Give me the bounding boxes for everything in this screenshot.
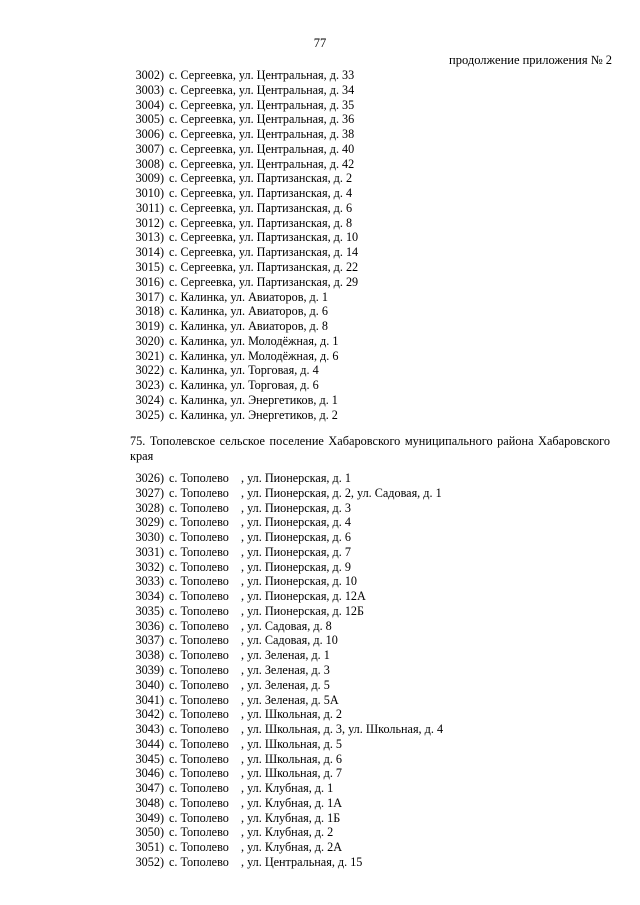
- item-village: с. Тополево: [169, 648, 229, 663]
- item-street: , ул. Пионерская, д. 1: [241, 471, 351, 485]
- item-number: 3028): [135, 500, 164, 515]
- item-number: 3017): [135, 289, 164, 304]
- list-item: [0, 678, 640, 693]
- list-item: [0, 855, 640, 870]
- list-item: [0, 501, 640, 516]
- item-number: 3034): [135, 589, 164, 604]
- item-number: 3042): [135, 707, 164, 722]
- item-number: 3008): [135, 156, 164, 171]
- item-number: 3009): [135, 171, 164, 186]
- item-street: , ул. Зеленая, д. 5А: [241, 692, 339, 707]
- item-street: , ул. Пионерская, д. 12А: [241, 589, 366, 604]
- list-item: [0, 545, 640, 560]
- list-item: [0, 633, 640, 648]
- item-street: , ул. Школьная, д. 5: [241, 736, 343, 751]
- item-street: , ул. Школьная, д. 2: [241, 707, 343, 722]
- list-item: [0, 290, 640, 305]
- appendix-note: продолжение приложения № 2: [449, 53, 612, 67]
- item-number: 3043): [135, 722, 164, 737]
- item-village: с. Тополево: [169, 707, 229, 722]
- list-item: [0, 142, 640, 157]
- list-item: [0, 186, 640, 201]
- item-street: , ул. Школьная, д. 3, ул. Школьная, д. 4: [241, 722, 444, 737]
- list-item: [0, 245, 640, 260]
- item-street: , ул. Центральная, д. 15: [241, 855, 363, 870]
- list-item: [0, 363, 640, 378]
- item-street: , ул. Клубная, д. 1Б: [241, 810, 341, 825]
- item-number: 3026): [135, 471, 164, 485]
- item-number: 3046): [135, 766, 164, 781]
- list-item: [0, 98, 640, 113]
- list-item: [0, 171, 640, 186]
- item-village: с. Тополево: [169, 559, 229, 574]
- item-village: с. Тополево: [169, 633, 229, 648]
- item-number: 3014): [135, 245, 164, 260]
- list-item: [0, 127, 640, 142]
- item-address: с. Калинка, ул. Торговая, д. 4: [169, 363, 319, 378]
- list-item: [0, 334, 640, 349]
- item-number: 3012): [135, 215, 164, 230]
- item-street: , ул. Пионерская, д. 3: [241, 500, 351, 515]
- item-address: с. Сергеевка, ул. Центральная, д. 34: [169, 82, 355, 97]
- item-number: 3013): [135, 230, 164, 245]
- item-number: 3015): [135, 260, 164, 274]
- item-number: 3049): [135, 810, 164, 825]
- item-village: с. Тополево: [169, 766, 229, 781]
- item-number: 3029): [135, 515, 164, 530]
- list-item: [0, 707, 640, 722]
- item-address: с. Сергеевка, ул. Партизанская, д. 8: [169, 215, 353, 230]
- item-village: с. Тополево: [169, 781, 229, 796]
- item-number: 3044): [135, 736, 164, 751]
- item-number: 3048): [135, 795, 164, 810]
- list-item: [0, 471, 640, 486]
- list-item: [0, 604, 640, 619]
- list-item: [0, 811, 640, 826]
- item-number: 3002): [135, 68, 164, 82]
- item-address: с. Сергеевка, ул. Партизанская, д. 22: [169, 260, 359, 274]
- list-item: [0, 796, 640, 811]
- item-village: с. Тополево: [169, 589, 229, 604]
- item-street: , ул. Зеленая, д. 1: [241, 648, 330, 663]
- item-street: , ул. Пионерская, д. 7: [241, 544, 351, 559]
- item-number: 3041): [135, 692, 164, 707]
- list-item: [0, 68, 640, 83]
- item-village: с. Тополево: [169, 530, 229, 545]
- item-street: , ул. Зеленая, д. 3: [241, 663, 330, 677]
- item-village: с. Тополево: [169, 825, 229, 840]
- item-village: с. Тополево: [169, 544, 229, 559]
- list-item: [0, 737, 640, 752]
- item-street: , ул. Пионерская, д. 12Б: [241, 603, 365, 618]
- item-address: с. Калинка, ул. Торговая, д. 6: [169, 378, 319, 393]
- item-number: 3033): [135, 574, 164, 589]
- item-street: , ул. Клубная, д. 2: [241, 825, 334, 840]
- item-number: 3050): [135, 825, 164, 840]
- list-item: [0, 260, 640, 275]
- list-item: [0, 693, 640, 708]
- item-number: 3027): [135, 485, 164, 500]
- list-item: [0, 230, 640, 245]
- item-number: 3010): [135, 186, 164, 201]
- item-number: 3007): [135, 141, 164, 156]
- item-village: с. Тополево: [169, 722, 229, 737]
- item-street: , ул. Клубная, д. 1: [241, 781, 334, 796]
- item-address: с. Сергеевка, ул. Партизанская, д. 6: [169, 200, 353, 215]
- list-item: [0, 319, 640, 334]
- item-village: с. Тополево: [169, 603, 229, 618]
- list-item: [0, 619, 640, 634]
- list-item: [0, 752, 640, 767]
- item-number: 3051): [135, 840, 164, 855]
- item-number: 3038): [135, 648, 164, 663]
- list-item: [0, 722, 640, 737]
- item-address: с. Сергеевка, ул. Партизанская, д. 2: [169, 171, 353, 186]
- list-item: [0, 825, 640, 840]
- item-number: 3023): [135, 378, 164, 393]
- item-number: 3037): [135, 633, 164, 648]
- item-village: с. Тополево: [169, 855, 229, 870]
- item-address: с. Калинка, ул. Энергетиков, д. 1: [169, 392, 338, 407]
- item-number: 3022): [135, 363, 164, 378]
- list-item: [0, 560, 640, 575]
- item-address: с. Калинка, ул. Авиаторов, д. 1: [169, 289, 328, 304]
- item-number: 3016): [135, 274, 164, 289]
- item-address: с. Сергеевка, ул. Центральная, д. 36: [169, 112, 355, 127]
- list-item: [0, 663, 640, 678]
- page-number: 77: [313, 36, 327, 50]
- list-item: [0, 574, 640, 589]
- item-address: с. Калинка, ул. Молодёжная, д. 1: [169, 333, 339, 348]
- item-village: с. Тополево: [169, 692, 229, 707]
- item-address: с. Калинка, ул. Авиаторов, д. 6: [169, 304, 328, 319]
- item-address: с. Калинка, ул. Авиаторов, д. 8: [169, 319, 328, 334]
- item-address: с. Сергеевка, ул. Партизанская, д. 14: [169, 245, 359, 260]
- list-item: [0, 275, 640, 290]
- list-item: [0, 157, 640, 172]
- item-street: , ул. Клубная, д. 1А: [241, 795, 342, 810]
- item-street: , ул. Пионерская, д. 4: [241, 515, 351, 530]
- item-address: с. Сергеевка, ул. Партизанская, д. 10: [169, 230, 359, 245]
- item-number: 3025): [135, 407, 164, 422]
- item-village: с. Тополево: [169, 618, 229, 633]
- item-number: 3021): [135, 348, 164, 363]
- list-item: [0, 304, 640, 319]
- item-address: с. Сергеевка, ул. Центральная, д. 40: [169, 141, 355, 156]
- item-address: с. Сергеевка, ул. Партизанская, д. 4: [169, 186, 353, 201]
- item-street: , ул. Садовая, д. 10: [241, 633, 338, 648]
- list-item: [0, 83, 640, 98]
- item-address: с. Сергеевка, ул. Центральная, д. 35: [169, 97, 355, 112]
- item-number: 3019): [135, 319, 164, 334]
- item-number: 3032): [135, 559, 164, 574]
- item-number: 3047): [135, 781, 164, 796]
- item-street: , ул. Пионерская, д. 6: [241, 530, 351, 545]
- item-street: , ул. Школьная, д. 6: [241, 751, 343, 766]
- item-village: с. Тополево: [169, 485, 229, 500]
- item-number: 3035): [135, 603, 164, 618]
- list-item: [0, 393, 640, 408]
- item-number: 3020): [135, 333, 164, 348]
- item-number: 3031): [135, 544, 164, 559]
- item-village: с. Тополево: [169, 515, 229, 530]
- item-village: с. Тополево: [169, 795, 229, 810]
- item-village: с. Тополево: [169, 751, 229, 766]
- item-number: 3018): [135, 304, 164, 319]
- item-address: с. Калинка, ул. Молодёжная, д. 6: [169, 348, 339, 363]
- item-address: с. Сергеевка, ул. Партизанская, д. 29: [169, 274, 359, 289]
- item-number: 3004): [135, 97, 164, 112]
- list-item: [0, 486, 640, 501]
- item-number: 3024): [135, 392, 164, 407]
- list-item: [0, 349, 640, 364]
- list-item: [0, 408, 640, 423]
- item-number: 3036): [135, 618, 164, 633]
- list-item: [0, 515, 640, 530]
- item-street: , ул. Садовая, д. 8: [241, 618, 332, 633]
- item-address: с. Калинка, ул. Энергетиков, д. 2: [169, 407, 338, 422]
- item-village: с. Тополево: [169, 500, 229, 515]
- section-heading: 75. Тополевское сельское поселение Хабаровского муниципального района Хабаровского края: [130, 434, 610, 463]
- item-address: с. Сергеевка, ул. Центральная, д. 42: [169, 156, 355, 171]
- item-number: 3039): [135, 663, 164, 677]
- item-number: 3045): [135, 751, 164, 766]
- list-item: [0, 840, 640, 855]
- list-item: [0, 648, 640, 663]
- list-item: [0, 781, 640, 796]
- list-item: [0, 201, 640, 216]
- item-address: с. Сергеевка, ул. Центральная, д. 33: [169, 68, 355, 82]
- item-street: , ул. Пионерская, д. 2, ул. Садовая, д. 1: [241, 485, 442, 500]
- list-item: [0, 589, 640, 604]
- item-village: с. Тополево: [169, 677, 229, 692]
- item-number: 3005): [135, 112, 164, 127]
- item-street: , ул. Клубная, д. 2А: [241, 840, 342, 855]
- item-village: с. Тополево: [169, 471, 229, 485]
- item-address: с. Сергеевка, ул. Центральная, д. 38: [169, 127, 355, 142]
- item-number: 3030): [135, 530, 164, 545]
- item-street: , ул. Пионерская, д. 9: [241, 559, 351, 574]
- item-village: с. Тополево: [169, 736, 229, 751]
- list-item: [0, 216, 640, 231]
- list-item: [0, 112, 640, 127]
- item-street: , ул. Пионерская, д. 10: [241, 574, 358, 589]
- item-village: с. Тополево: [169, 663, 229, 677]
- item-number: 3003): [135, 82, 164, 97]
- list-item: [0, 766, 640, 781]
- list-item: [0, 378, 640, 393]
- item-village: с. Тополево: [169, 574, 229, 589]
- item-village: с. Тополево: [169, 840, 229, 855]
- item-number: 3006): [135, 127, 164, 142]
- item-number: 3040): [135, 677, 164, 692]
- item-village: с. Тополево: [169, 810, 229, 825]
- list-item: [0, 530, 640, 545]
- item-street: , ул. Школьная, д. 7: [241, 766, 343, 781]
- item-street: , ул. Зеленая, д. 5: [241, 677, 330, 692]
- item-number: 3052): [135, 855, 164, 870]
- item-number: 3011): [136, 200, 164, 215]
